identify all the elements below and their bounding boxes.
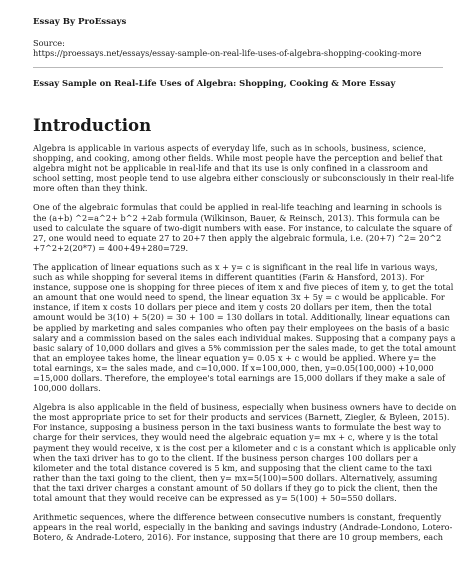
source-link[interactable]: https://proessays.net/essays/essay-sample-on-real-life-uses-of-algebra-shopping-cooking-more bbox=[33, 48, 422, 58]
paragraph-line: salary and a commission based on the sales each individual makes. Supposing that a company pays a bbox=[33, 332, 456, 343]
brand-title: Essay By ProEssays bbox=[33, 17, 127, 27]
essay-title: Essay Sample on Real-Life Uses of Algebra: Shopping, Cooking & More Essay bbox=[33, 78, 396, 88]
paragraph-line: the most appropriate price to set for their products and services (Barnett, Ziegler, & Byleen, 2015). bbox=[33, 412, 450, 423]
paragraph-line: The application of linear equations such as x + y= c is significant in the real life in various ways, bbox=[33, 261, 438, 272]
paragraph-line: Arithmetic sequences, where the difference between consecutive numbers is constant, frequently bbox=[33, 512, 442, 523]
paragraph-line: +7^2+2(20*7) = 400+49+280=729. bbox=[33, 242, 189, 253]
paragraph-line: be applied by marketing and sales companies who often pay their employees on the basis of a basic bbox=[33, 322, 450, 333]
paragraph bbox=[33, 261, 456, 394]
paragraph-line: =15,000 dollars. Therefore, the employee's total earnings are 15,000 dollars if they make a sale of bbox=[33, 372, 446, 383]
paragraph-line: One of the algebraic formulas that could be applied in real-life teaching and learning in schools is bbox=[33, 202, 442, 213]
paragraph-line: total earnings, x= the sales made, and c=10,000. If x=100,000, then, y=0.05(100,000) +10,000 bbox=[33, 362, 434, 373]
source-label: Source: bbox=[33, 38, 65, 48]
paragraph-line: 100,000 dollars. bbox=[33, 383, 101, 394]
section-heading-introduction: Introduction bbox=[33, 115, 152, 135]
paragraph-line: instance, if item x costs 10 dollars per piece and item y costs 20 dollars per item, then the total bbox=[33, 302, 432, 313]
paragraph-line: 27, one would need to equate 27 to 20+7 then apply the algebraic formula, i.e. (20+7) ^2= 20^2 bbox=[33, 232, 442, 243]
paragraph-line: charge for their services, they would need the algebraic equation y= mx + c, where y is the total bbox=[33, 432, 439, 443]
essay-body bbox=[33, 143, 457, 543]
paragraph-line: algebra might not be applicable in real-life and that its use is only confined in a classroom and bbox=[33, 163, 429, 174]
paragraph-line: Algebra is also applicable in the field of business, especially when business owners have to decide on bbox=[33, 402, 457, 413]
paragraph-line: basic salary of 10,000 dollars and gives a 5% commission per the sales made, to get the total amount bbox=[33, 342, 456, 353]
document-page bbox=[33, 4, 457, 543]
paragraph bbox=[33, 202, 452, 253]
paragraph bbox=[33, 402, 457, 503]
paragraph-line: such as while shopping for several items in different quantities (Farin & Hansford, 2013). For bbox=[33, 272, 425, 283]
paragraph-line: school setting, most people tend to use algebra either consciously or subconsciously in their real-life bbox=[33, 173, 455, 184]
paragraph-line: For instance, supposing a business person in the taxi business wants to formulate the best way to bbox=[33, 422, 442, 433]
paragraph-line: rather than the taxi going to the client, then y= mx=5(100)=500 dollars. Alternatively, assuming bbox=[33, 472, 438, 483]
paragraph-line: Botero, & Andrade-Lotero, 2016). For instance, supposing that there are 10 group members, each bbox=[33, 532, 444, 543]
paragraph-line: when the taxi driver has to go to the client. If the business person charges 100 dollars per a bbox=[33, 452, 418, 463]
paragraph-line: an amount that one would need to spend, the linear equation 3x + 5y = c would be applicable. For bbox=[33, 292, 445, 303]
paragraph bbox=[33, 512, 453, 543]
paragraph-line: more often than they think. bbox=[33, 183, 148, 194]
paragraph-line: appears in the real world, especially in the banking and savings industry (Andrade-Londono, Lotero- bbox=[33, 522, 453, 533]
paragraph-line: that the taxi driver charges a constant amount of 50 dollars if they go to pick the client, then the bbox=[33, 482, 438, 493]
paragraph-line: total amount that they would receive can be expressed as y= 5(100) + 50=550 dollars. bbox=[33, 493, 397, 503]
paragraph-line: instance, suppose one is shopping for three pieces of item x and five pieces of item y, to get the total bbox=[33, 282, 454, 293]
paragraph-line: the (a+b) ^2=a^2+ b^2 +2ab formula (Wilkinson, Bauer, & Reinsch, 2013). This formula can be bbox=[33, 212, 440, 223]
paragraph bbox=[33, 143, 455, 194]
paragraph-line: that an employee takes home, the linear equation y= 0.05 x + c would be applied. Where y= the bbox=[33, 352, 436, 363]
paragraph-line: used to calculate the square of two-digit numbers with ease. For instance, to calculate the square of bbox=[33, 222, 452, 233]
paragraph-line: kilometer and the total distance covered is 5 km, and supposing that the client came to the taxi bbox=[33, 462, 432, 473]
paragraph-line: amount would be 3(10) + 5(20) = 30 + 100 = 130 dollars in total. Additionally, linear equations can bbox=[33, 312, 451, 323]
paragraph-line: Algebra is applicable in various aspects of everyday life, such as in schools, business, science, bbox=[33, 143, 427, 153]
paragraph-line: payment they would receive, x is the cost per a kilometer and c is a constant which is applicable only bbox=[33, 442, 456, 453]
paragraph-line: shopping, and cooking, among other fields. While most people have the perception and belief that bbox=[33, 153, 443, 164]
header-divider bbox=[33, 67, 443, 68]
